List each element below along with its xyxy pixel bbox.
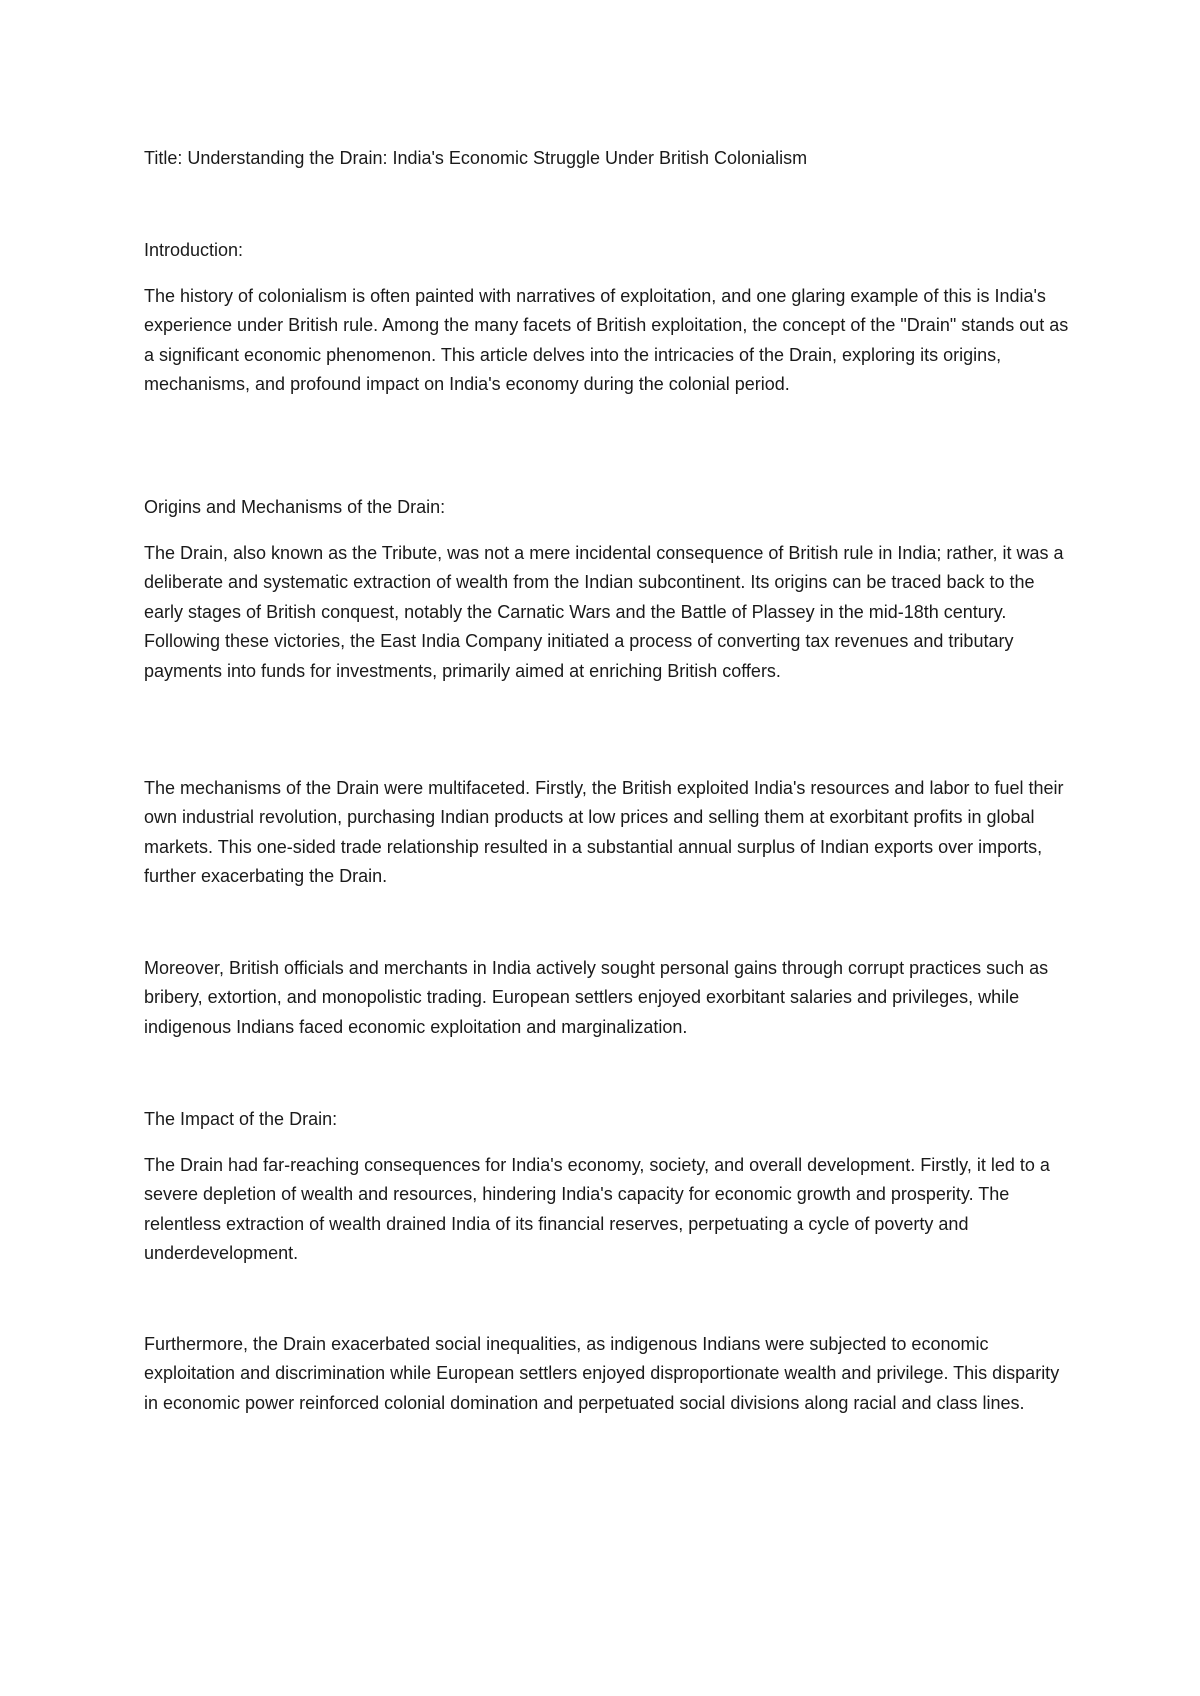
document-title: Title: Understanding the Drain: India's Economic Struggle Under British Colonialism	[144, 148, 808, 168]
paragraph-origins-3: Moreover, British officials and merchants in India actively sought personal gains through corrupt practices such as bribery, extortion, and monopolistic trading. European settlers enjoyed exorbitant salaries and privileges, while indigenous Indians faced economic exploitation and marginalization.	[144, 958, 1049, 1037]
paragraph-introduction: The history of colonialism is often painted with narratives of exploitation, and one glaring example of this is India's experience under British rule. Among the many facets of British exploitation, the concept of the "Drain" stands out as a significant economic phenomenon. This article delves into the intricacies of the Drain, exploring its origins, mechanisms, and profound impact on India's economy during the colonial period.	[144, 286, 1069, 395]
section-heading-impact: The Impact of the Drain:	[144, 1109, 338, 1129]
paragraph-origins-2: The mechanisms of the Drain were multifaceted. Firstly, the British exploited India's resources and labor to fuel their own industrial revolution, purchasing Indian products at low prices and selling them at exorbitant profits in global markets. This one-sided trade relationship resulted in a substantial annual surplus of Indian exports over imports, further exacerbating the Drain.	[144, 778, 1064, 887]
paragraph-origins-1: The Drain, also known as the Tribute, was not a mere incidental consequence of British rule in India; rather, it was a deliberate and systematic extraction of wealth from the Indian subcontinent. Its origins can be traced back to the early stages of British conquest, notably the Carnatic Wars and the Battle of Plassey in the mid-18th century. Following these victories, the East India Company initiated a process of converting tax revenues and tributary payments into funds for investments, primarily aimed at enriching British coffers.	[144, 543, 1064, 681]
paragraph-impact-2: Furthermore, the Drain exacerbated social inequalities, as indigenous Indians were subjected to economic exploitation and discrimination while European settlers enjoyed disproportionate wealth and privilege. This disparity in economic power reinforced colonial domination and perpetuated social divisions along racial and class lines.	[144, 1334, 1060, 1413]
section-heading-origins: Origins and Mechanisms of the Drain:	[144, 497, 446, 517]
section-heading-introduction: Introduction:	[144, 240, 244, 260]
paragraph-impact-1: The Drain had far-reaching consequences for India's economy, society, and overall development. Firstly, it led to a severe depletion of wealth and resources, hindering India's capacity for economic growth and prosperity. The relentless extraction of wealth drained India of its financial reserves, perpetuating a cycle of poverty and underdevelopment.	[144, 1155, 1050, 1264]
